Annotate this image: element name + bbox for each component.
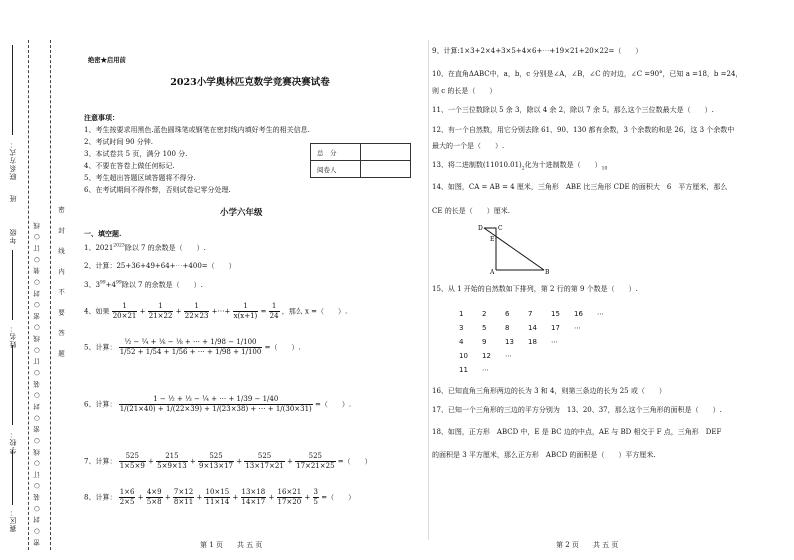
grid-cell (574, 336, 595, 348)
grid-cell: 11 (459, 366, 468, 374)
question-10-cont: 则 c 的长是（ ） (432, 87, 497, 95)
grid-row (459, 308, 618, 320)
question-10: 10、在直角ΔABC中，a，b，c 分别是∠A，∠B，∠C 的对边，∠C =90°，已知 a =18，b =24， (432, 70, 743, 78)
question-12: 12、有一个自然数，用它分别去除 61、90、130 都有余数，3 个余数的和是 26，这 3 个余数中 (432, 126, 735, 134)
notice-title: 注意事项： (84, 113, 119, 122)
grid-row (459, 322, 618, 334)
grade-label: 年级 (9, 228, 17, 244)
total-score-label: 总 分 (311, 144, 361, 161)
question-16: 16、已知直角三角形两边的长为 3 和 4，则第三条边的长为 25 或（ ） (432, 387, 666, 395)
grid-cell: 8 (505, 324, 510, 332)
page-2 (432, 0, 792, 560)
grid-cell: 16 (574, 310, 583, 318)
fig-label-e: E (490, 236, 495, 243)
question-14: 14、如图，CA = AB = 4 厘米，三角形 ABE 比三角形 CDE 的面积大 6 平方厘米，那么 (432, 183, 728, 191)
fig-label-b: B (545, 269, 550, 276)
binding-line-outer (28, 40, 29, 550)
binding-line-inner (50, 40, 51, 550)
question-6: 6、计算： $\frac{\text{1 − ½ + ⅓ − ¼ + ⋯ + 1/39 − 1/40}}{1/(21\times 40) + 1/(22\times 39) + 1/(23\times 38) + \cdots + 1/(30\times 31)}$ =（ ）. (84, 395, 352, 413)
grid-cell (551, 364, 572, 376)
question-12-cont: 最大的一个是（ ）. (432, 142, 505, 150)
question-18-cont: 的面积是 3 平方厘米，那么正方形 ABCD 的面积是（ ）平方厘米. (432, 451, 656, 459)
grid-row (459, 336, 618, 348)
grid-cell (574, 350, 595, 362)
seal-notice: 密 封 线 内 不 要 答 题 (57, 206, 65, 363)
section-heading: 一、填空题. (84, 229, 122, 238)
notice-6: 6、在考试期间不得作弊，否则试卷记零分处理. (84, 186, 231, 194)
grid-cell: 2 (482, 310, 487, 318)
grid-cell: 7 (528, 310, 533, 318)
page-divider (428, 40, 429, 540)
grid-cell: 1 (459, 310, 464, 318)
grid-row (459, 350, 618, 362)
question-2: 2、计算：25+36+49+64+⋯+400=（ ） (84, 262, 236, 270)
footer-page-2: 第 2 页 共 五 页 (556, 541, 619, 549)
grid-cell (597, 336, 618, 348)
grade-heading: 小学六年级 (220, 208, 263, 218)
grid-cell: 13 (505, 338, 514, 346)
grid-cell: ⋯ (597, 310, 604, 318)
question-13: 13、将二进制数$(11010.01)_2$化为十进制数是（ ）$_{10}$ (432, 161, 608, 172)
grid-cell: 12 (482, 352, 491, 360)
number-grid (457, 306, 620, 378)
footer-page-1: 第 1 页 共 五 页 (200, 541, 263, 549)
grid-cell: ⋯ (574, 324, 581, 332)
question-9: 9、计算:1×3+2×4+3×5+4×6+⋯+19×21+20×22=（ ） (432, 47, 643, 55)
question-15: 15、从 1 开始的自然数如下排列，第 2 行的第 9 个数是（ ）. (432, 285, 638, 293)
grid-cell: 4 (459, 338, 464, 346)
binding-strip (0, 0, 74, 560)
name-label: 姓名： (9, 324, 17, 348)
page-1 (80, 0, 420, 560)
notice-3: 3、本试卷共 5 页，满分 100 分. (84, 150, 188, 158)
grid-cell: 18 (528, 338, 537, 346)
fig-label-c: C (498, 225, 503, 232)
grid-cell: ⋯ (505, 352, 512, 360)
name-field[interactable] (12, 250, 13, 320)
confidential-header: 绝密★启用前 (88, 57, 126, 64)
area-label: 赛区： (9, 508, 17, 532)
binding-marks: 密 ○ 封 ○ 装 ○ 订 ○ 线 ○ 密 ○ 封 ○ 装 ○ 订 ○ 线 ○ 密 ○ 封 ○ 装 ○ 订 ○ 线 (33, 221, 41, 546)
notice-1: 1、考生按要求用黑色.蓝色圆珠笔或钢笔在密封线内填好考生的相关信息. (84, 126, 310, 134)
fig-label-d: D (478, 225, 483, 232)
question-14-cont: CE 的长是（ ）厘米. (432, 207, 510, 215)
fig-label-a: A (490, 269, 495, 276)
grader-cell[interactable] (361, 161, 411, 178)
score-table (310, 143, 411, 178)
grid-cell: ⋯ (551, 338, 558, 346)
question-7: 7、计算： $\frac{525}{1\times 5\times 9}$ + $\frac{215}{5\times 9\times 13}$ + $\frac{525}{9\times 13\times 17}$ + $\frac{525}{13\times 17\times 21}$ + $\frac{525}{17\times 21\times 25}$ =（ ） (84, 452, 372, 470)
question-18: 18、如图，正方形 ABCD 中，E 是 BC 边的中点，AE 与 BD 相交于 F 点，三角形 DEF (432, 428, 722, 436)
notice-2: 2、考试时间 90 分钟. (84, 138, 154, 146)
question-11: 11、一个三位数除以 5 余 3，除以 4 余 2，除以 7 余 5。那么这个三位数最大是（ ）. (432, 106, 714, 114)
contact-label: 联系方式： (9, 140, 17, 180)
grid-cell: 14 (528, 324, 537, 332)
grid-cell: 5 (482, 324, 487, 332)
grid-row (459, 364, 618, 376)
grid-cell (574, 364, 595, 376)
area-field[interactable] (12, 450, 13, 505)
grid-cell (528, 364, 549, 376)
grid-cell (597, 322, 618, 334)
class-label: 班 (9, 194, 17, 202)
triangle-figure (478, 222, 552, 278)
grid-cell (505, 364, 526, 376)
question-3: 3、$3^{99}+4^{99}$除以 7 的余数是（ ）. (84, 280, 203, 289)
grid-cell: 17 (551, 324, 560, 332)
question-5: 5、计算： $\frac{\text{½ − ¼ + ⅙ − ⅛ + ⋯ + 1/98 − 1/100}}{1/52 + 1/54 + 1/56 + \cdots + 1/98 + 1/100}$ =（ ）. (84, 338, 301, 356)
school-label: 学校： (9, 430, 17, 454)
grid-cell (551, 350, 572, 362)
grid-cell (528, 350, 549, 362)
school-field[interactable] (12, 345, 13, 425)
notice-5: 5、考生超出答题区域答题将不得分. (84, 174, 196, 182)
grid-cell: 3 (459, 324, 464, 332)
grid-cell: 9 (482, 338, 487, 346)
notice-4: 4、不要在答卷上做任何标记. (84, 162, 175, 170)
grid-cell: ⋯ (482, 366, 489, 374)
total-score-cell[interactable] (361, 144, 411, 161)
fig-line-db (484, 228, 544, 270)
question-1: 1、$2021^{2023}$除以 7 的余数是（ ）. (84, 243, 206, 252)
grid-cell: 6 (505, 310, 510, 318)
contact-field[interactable] (12, 45, 13, 135)
question-4: 4、如果 $\frac{1}{20\times 21}$ + $\frac{1}{21\times 22}$ + $\frac{1}{22\times 23}$ +⋯+ $\frac{1}{x(x+1)}$ = $\frac{1}{24}$ ，那么 x =（ ）. (84, 302, 348, 320)
question-8: 8、计算： $\frac{1\times 6}{2\times 5}$ + $\frac{4\times 9}{5\times 8}$ + $\frac{7\times 12}{8\times 11}$ + $\frac{10\times 15}{11\times 14}$ + $\frac{13\times 18}{14\times 17}$ + $\frac{16\times 21}{17\times 20}$ + $\frac{3}{5}$ =（ ） (84, 488, 356, 506)
grid-cell: 10 (459, 352, 468, 360)
grid-cell: 15 (551, 310, 560, 318)
grader-label: 阅卷人 (311, 161, 361, 178)
question-17: 17、已知一个三角形的三边的平方分别为 13、20、37，那么这个三角形的面积是（ ）. (432, 406, 722, 414)
exam-title: 2023小学奥林匹克数学竞赛决赛试卷 (170, 77, 330, 88)
grid-cell (597, 364, 618, 376)
grid-cell (597, 350, 618, 362)
